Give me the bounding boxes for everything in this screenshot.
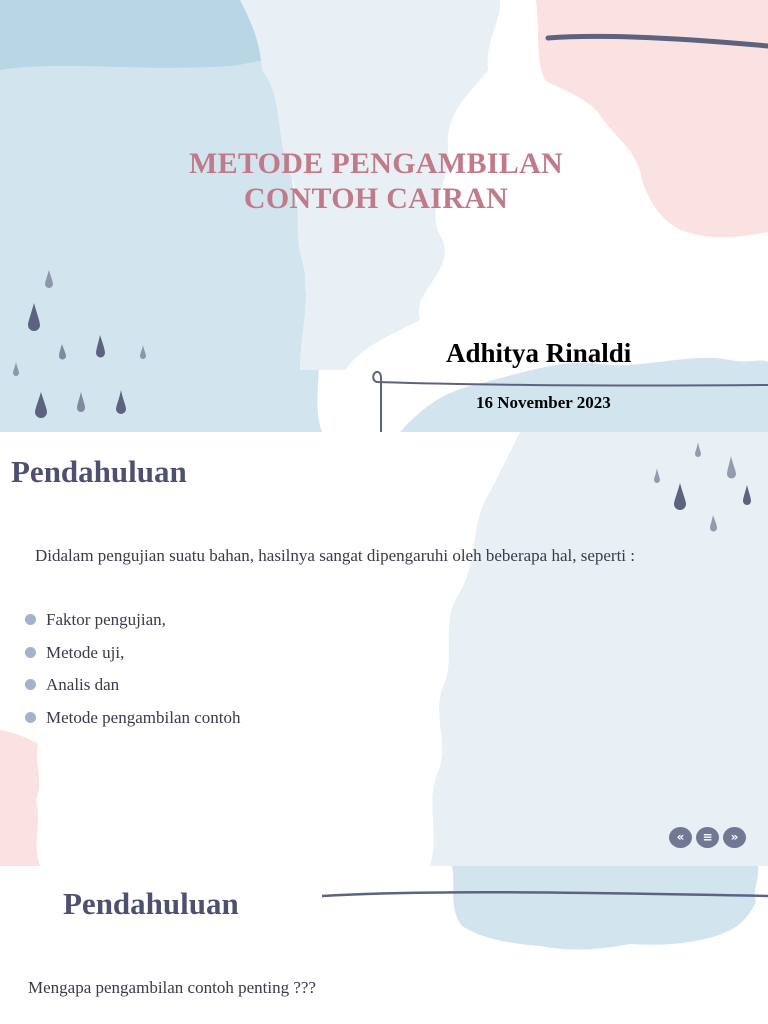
title-line-2: CONTOH CAIRAN <box>243 182 509 215</box>
slide-heading: Pendahuluan <box>63 886 239 921</box>
raindrops-decoration <box>0 0 768 432</box>
list-item <box>24 702 241 735</box>
list-item-text: Metode pengambilan contoh <box>46 707 241 727</box>
list-item <box>24 637 241 670</box>
bullet-icon <box>25 712 36 723</box>
title-slide <box>0 0 768 432</box>
introduction-slide <box>0 432 768 866</box>
slide-heading: Pendahuluan <box>11 454 187 489</box>
author-name: Adhitya Rinaldi <box>446 338 632 368</box>
double-chevron-right-icon[interactable]: » <box>723 827 746 848</box>
bullet-icon <box>25 647 36 658</box>
bullet-icon <box>25 614 36 625</box>
list-item-text: Faktor pengujian, <box>46 610 166 629</box>
double-chevron-left-icon[interactable]: « <box>669 827 692 848</box>
presentation-date: 16 November 2023 <box>476 393 611 412</box>
menu-icon[interactable]: ≡ <box>696 827 719 848</box>
question-slide <box>0 866 768 1024</box>
intro-paragraph: Didalam pengujian suatu bahan, hasilnya sangat dipengaruhi oleh beberapa hal, seperti : <box>35 546 635 565</box>
list-item <box>24 669 241 702</box>
list-item-text: Analis dan <box>46 675 120 694</box>
title-line-1: METODE PENGAMBILAN <box>188 147 564 180</box>
bullet-icon <box>25 679 36 690</box>
question-text: Mengapa pengambilan contoh penting ??? <box>28 978 316 997</box>
presentation-title <box>0 146 752 216</box>
list-item-text: Metode uji, <box>46 642 125 662</box>
list-item <box>24 604 241 637</box>
bullet-list <box>24 604 241 734</box>
